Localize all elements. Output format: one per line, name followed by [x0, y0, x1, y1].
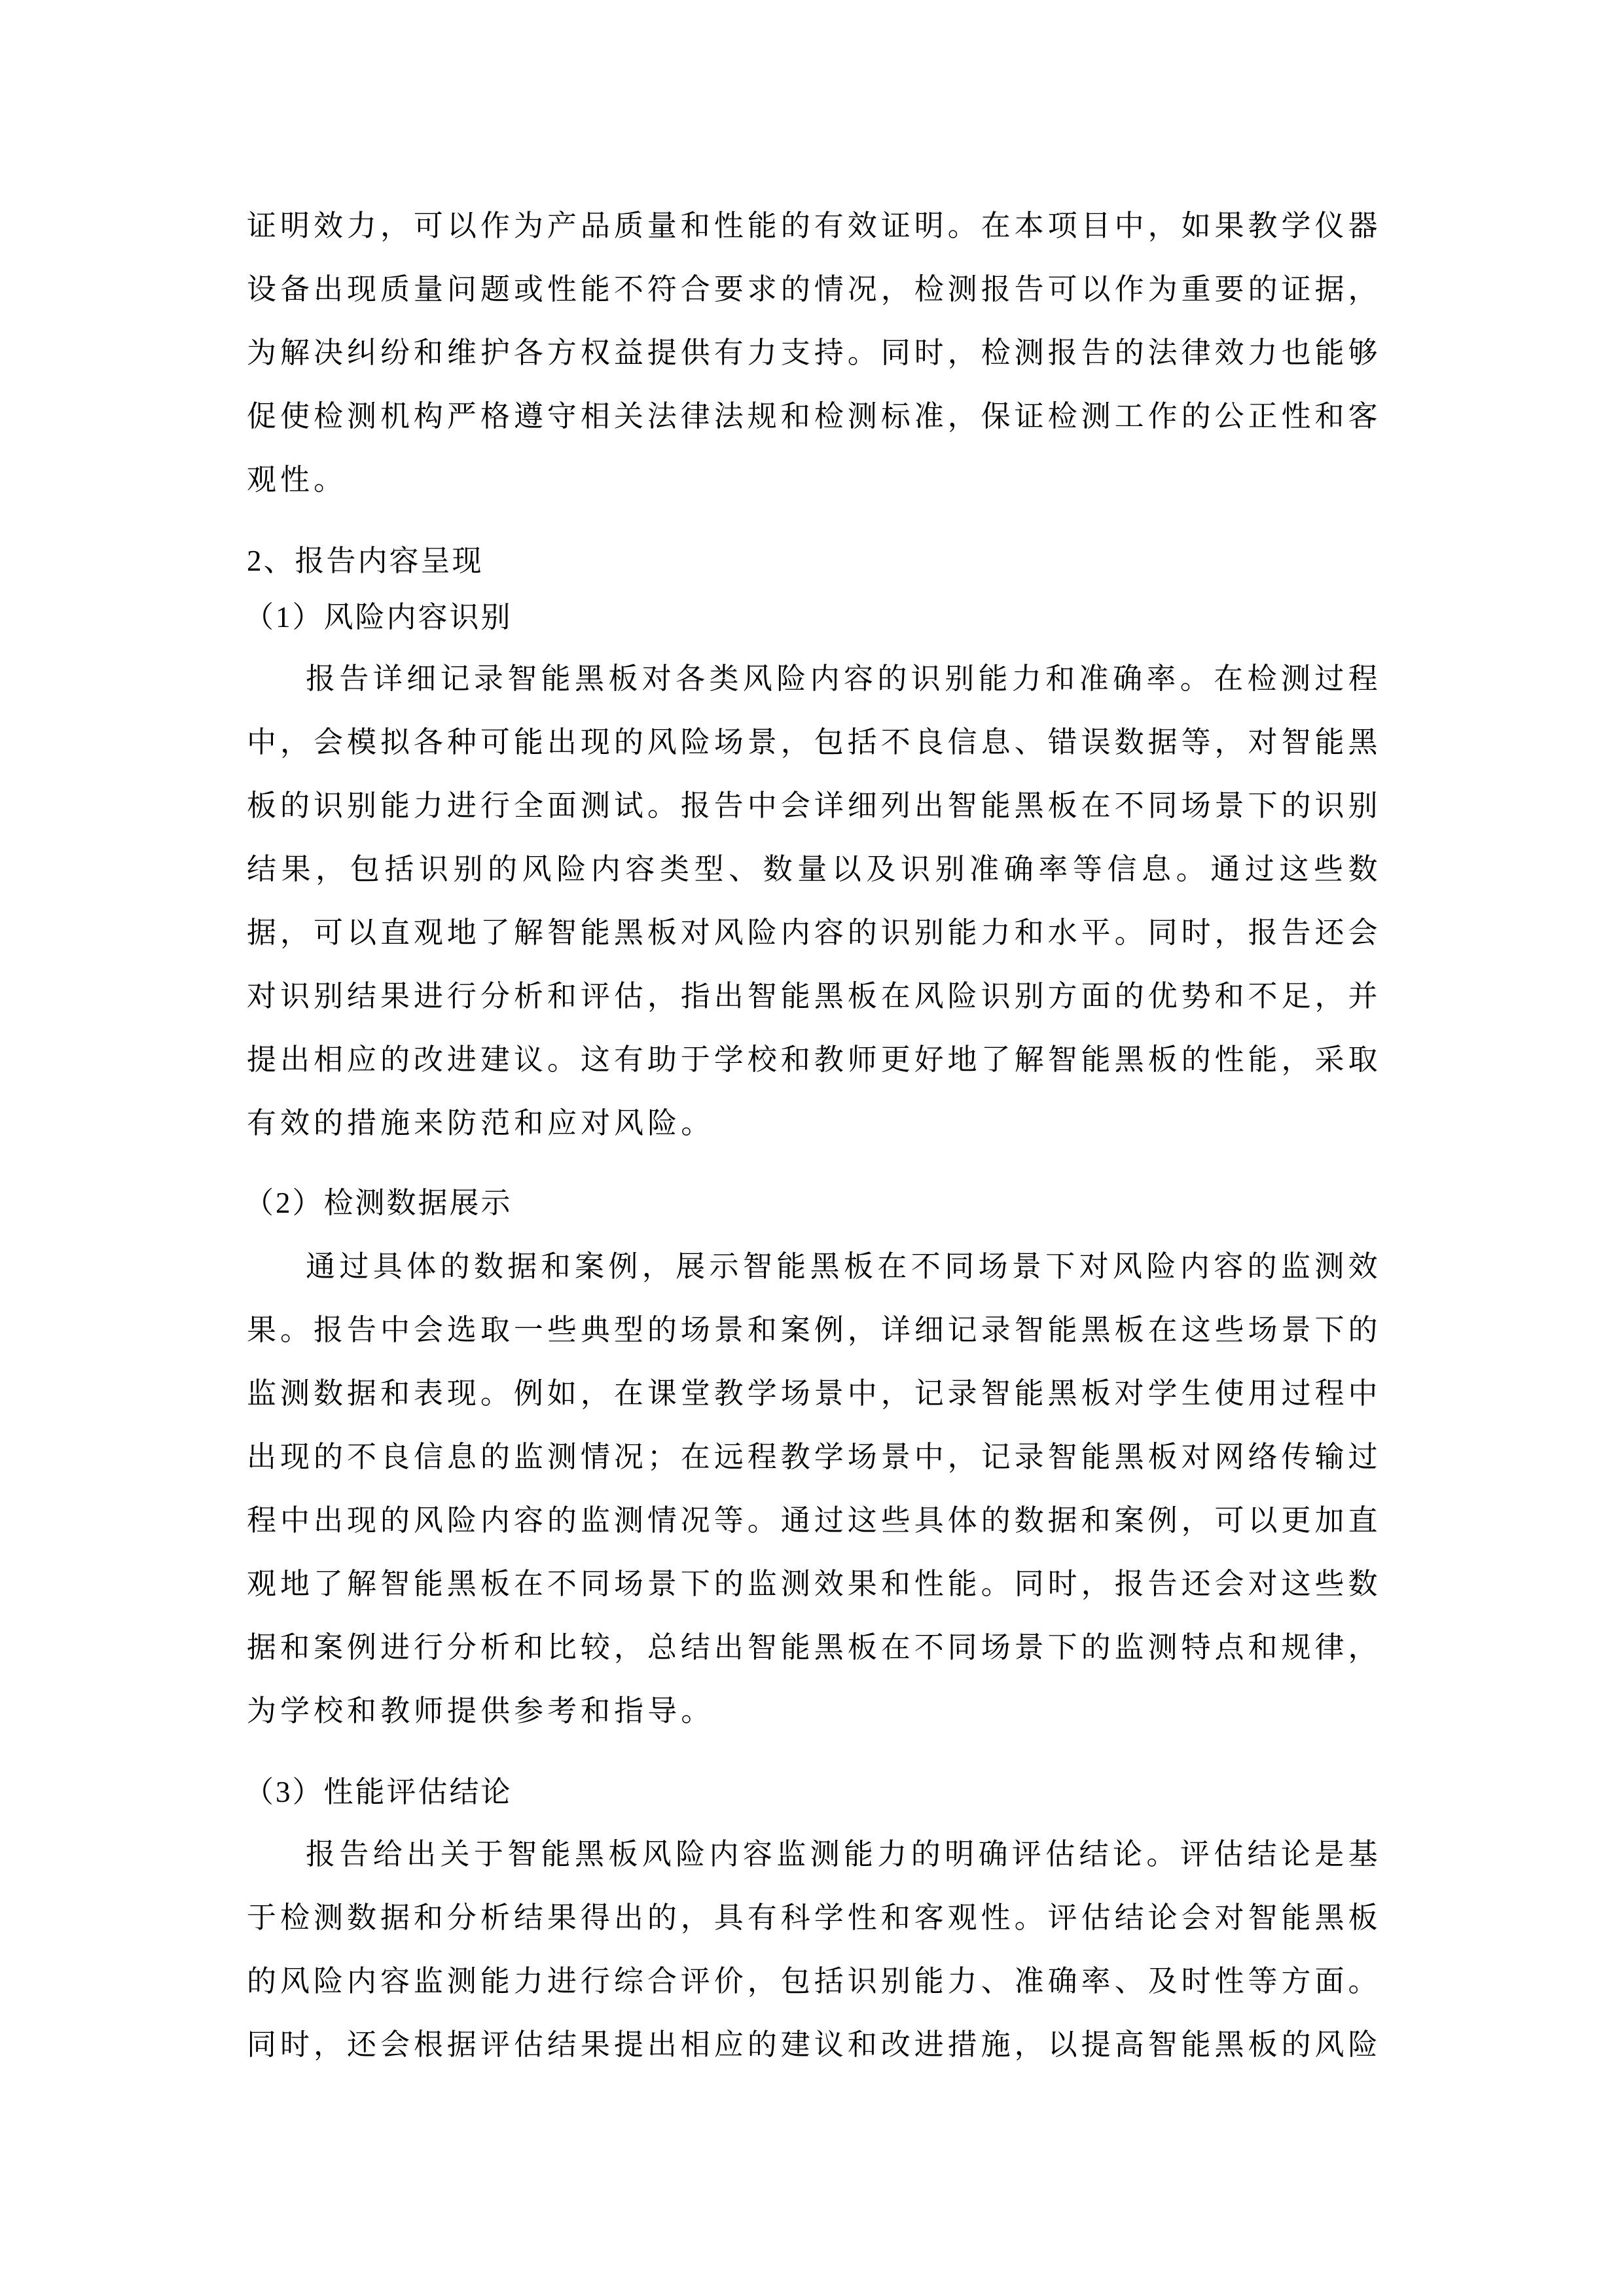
text-line: 为 学 校 和 教 师 提 供 参 考 和 指 导 。 [247, 1695, 711, 1727]
section-heading: 2、报告内容呈现 [247, 545, 484, 577]
text-line: 有 效 的 措 施 来 防 范 和 应 对 风 险 。 [247, 1107, 711, 1139]
text-line: 据 和 案 例 进 行 分 析 和 比 较 ， 总 结 出 智 能 黑 板 在 不 同 场 景 下 的 监 测 特 点 和 规 律 ， [247, 1631, 1378, 1664]
text-line: 中 ， 会 模 拟 各 种 可 能 出 现 的 风 险 场 景 ， 包 括 不 良 信 息 、 错 误 数 据 等 ， 对 智 能 黑 [247, 726, 1378, 759]
text-line: 观 地 了 解 智 能 黑 板 在 不 同 场 景 下 的 监 测 效 果 和 性 能 。 同 时 ， 报 告 还 会 对 这 些 数 [247, 1568, 1378, 1600]
text-line: 同 时 ， 还 会 根 据 评 估 结 果 提 出 相 应 的 建 议 和 改 进 措 施 ， 以 提 高 智 能 黑 板 的 风 险 [247, 2028, 1378, 2061]
text-line: 促 使 检 测 机 构 严 格 遵 守 相 关 法 律 法 规 和 检 测 标 准 ， 保 证 检 测 工 作 的 公 正 性 和 客 [247, 400, 1378, 433]
subsection-data-display [244, 1175, 1378, 1231]
text-line: 结 果 ， 包 括 识 别 的 风 险 内 容 类 型 、 数 量 以 及 识 别 准 确 率 等 信 息 。 通 过 这 些 数 [247, 853, 1378, 886]
paragraph-performance-conclusion [247, 1823, 1378, 2077]
text-line: 程 中 出 现 的 风 险 内 容 的 监 测 情 况 等 。 通 过 这 些 具 体 的 数 据 和 案 例 ， 可 以 更 加 直 [247, 1504, 1378, 1537]
text-line: 果 。 报 告 中 会 选 取 一 些 典 型 的 场 景 和 案 例 ， 详 细 记 录 智 能 黑 板 在 这 些 场 景 下 的 [247, 1314, 1378, 1346]
text-line: 提 出 相 应 的 改 进 建 议 。 这 有 助 于 学 校 和 教 师 更 好 地 了 解 智 能 黑 板 的 性 能 ， 采 取 [247, 1043, 1378, 1076]
text-line: 出 现 的 不 良 信 息 的 监 测 情 况 ； 在 远 程 教 学 场 景 中 ， 记 录 智 能 黑 板 对 网 络 传 输 过 [247, 1441, 1378, 1473]
subsection-heading: （1）风险内容识别 [244, 601, 513, 634]
text-line: 报 告 给 出 关 于 智 能 黑 板 风 险 内 容 监 测 能 力 的 明 确 评 估 结 论 。 评 估 结 论 是 基 [306, 1838, 1378, 1871]
paragraph-legal-effect [247, 194, 1378, 512]
subsection-heading: （3）性能评估结论 [244, 1776, 513, 1808]
text-line: 板 的 识 别 能 力 进 行 全 面 测 试 。 报 告 中 会 详 细 列 出 智 能 黑 板 在 不 同 场 景 下 的 识 别 [247, 789, 1378, 822]
text-line: 据 ， 可 以 直 观 地 了 解 智 能 黑 板 对 风 险 内 容 的 识 别 能 力 和 水 平 。 同 时 ， 报 告 还 会 [247, 916, 1378, 949]
text-line: 对 识 别 结 果 进 行 分 析 和 评 估 ， 指 出 智 能 黑 板 在 风 险 识 别 方 面 的 优 势 和 不 足 ， 并 [247, 980, 1378, 1013]
text-line: 为 解 决 纠 纷 和 维 护 各 方 权 益 提 供 有 力 支 持 。 同 时 ， 检 测 报 告 的 法 律 效 力 也 能 够 [247, 336, 1378, 369]
text-line: 于 检 测 数 据 和 分 析 结 果 得 出 的 ， 具 有 科 学 性 和 客 观 性 。 评 估 结 论 会 对 智 能 黑 板 [247, 1901, 1378, 1934]
text-line: 报 告 详 细 记 录 智 能 黑 板 对 各 类 风 险 内 容 的 识 别 能 力 和 准 确 率 。 在 检 测 过 程 [306, 662, 1378, 695]
subsection-heading: （2）检测数据展示 [244, 1187, 513, 1219]
text-line: 设 备 出 现 质 量 问 题 或 性 能 不 符 合 要 求 的 情 况 ， 检 测 报 告 可 以 作 为 重 要 的 证 据 ， [247, 273, 1378, 306]
text-line: 通 过 具 体 的 数 据 和 案 例 ， 展 示 智 能 黑 板 在 不 同 场 景 下 对 风 险 内 容 的 监 测 效 [306, 1250, 1378, 1283]
paragraph-data-display [247, 1235, 1378, 1743]
text-line: 证 明 效 力 ， 可 以 作 为 产 品 质 量 和 性 能 的 有 效 证 明 。 在 本 项 目 中 ， 如 果 教 学 仪 器 [247, 209, 1378, 242]
subsection-risk-identification [244, 589, 1378, 645]
text-line: 的 风 险 内 容 监 测 能 力 进 行 综 合 评 价 ， 包 括 识 别 能 力 、 准 确 率 、 及 时 性 等 方 面 。 [247, 1965, 1378, 1998]
text-line: 监 测 数 据 和 表 现 。 例 如 ， 在 课 堂 教 学 场 景 中 ， 记 录 智 能 黑 板 对 学 生 使 用 过 程 中 [247, 1377, 1378, 1410]
paragraph-risk-identification [247, 647, 1378, 1155]
subsection-performance-conclusion [244, 1764, 1378, 1820]
text-line: 观 性 。 [247, 463, 344, 496]
section-heading-block [247, 533, 1378, 589]
